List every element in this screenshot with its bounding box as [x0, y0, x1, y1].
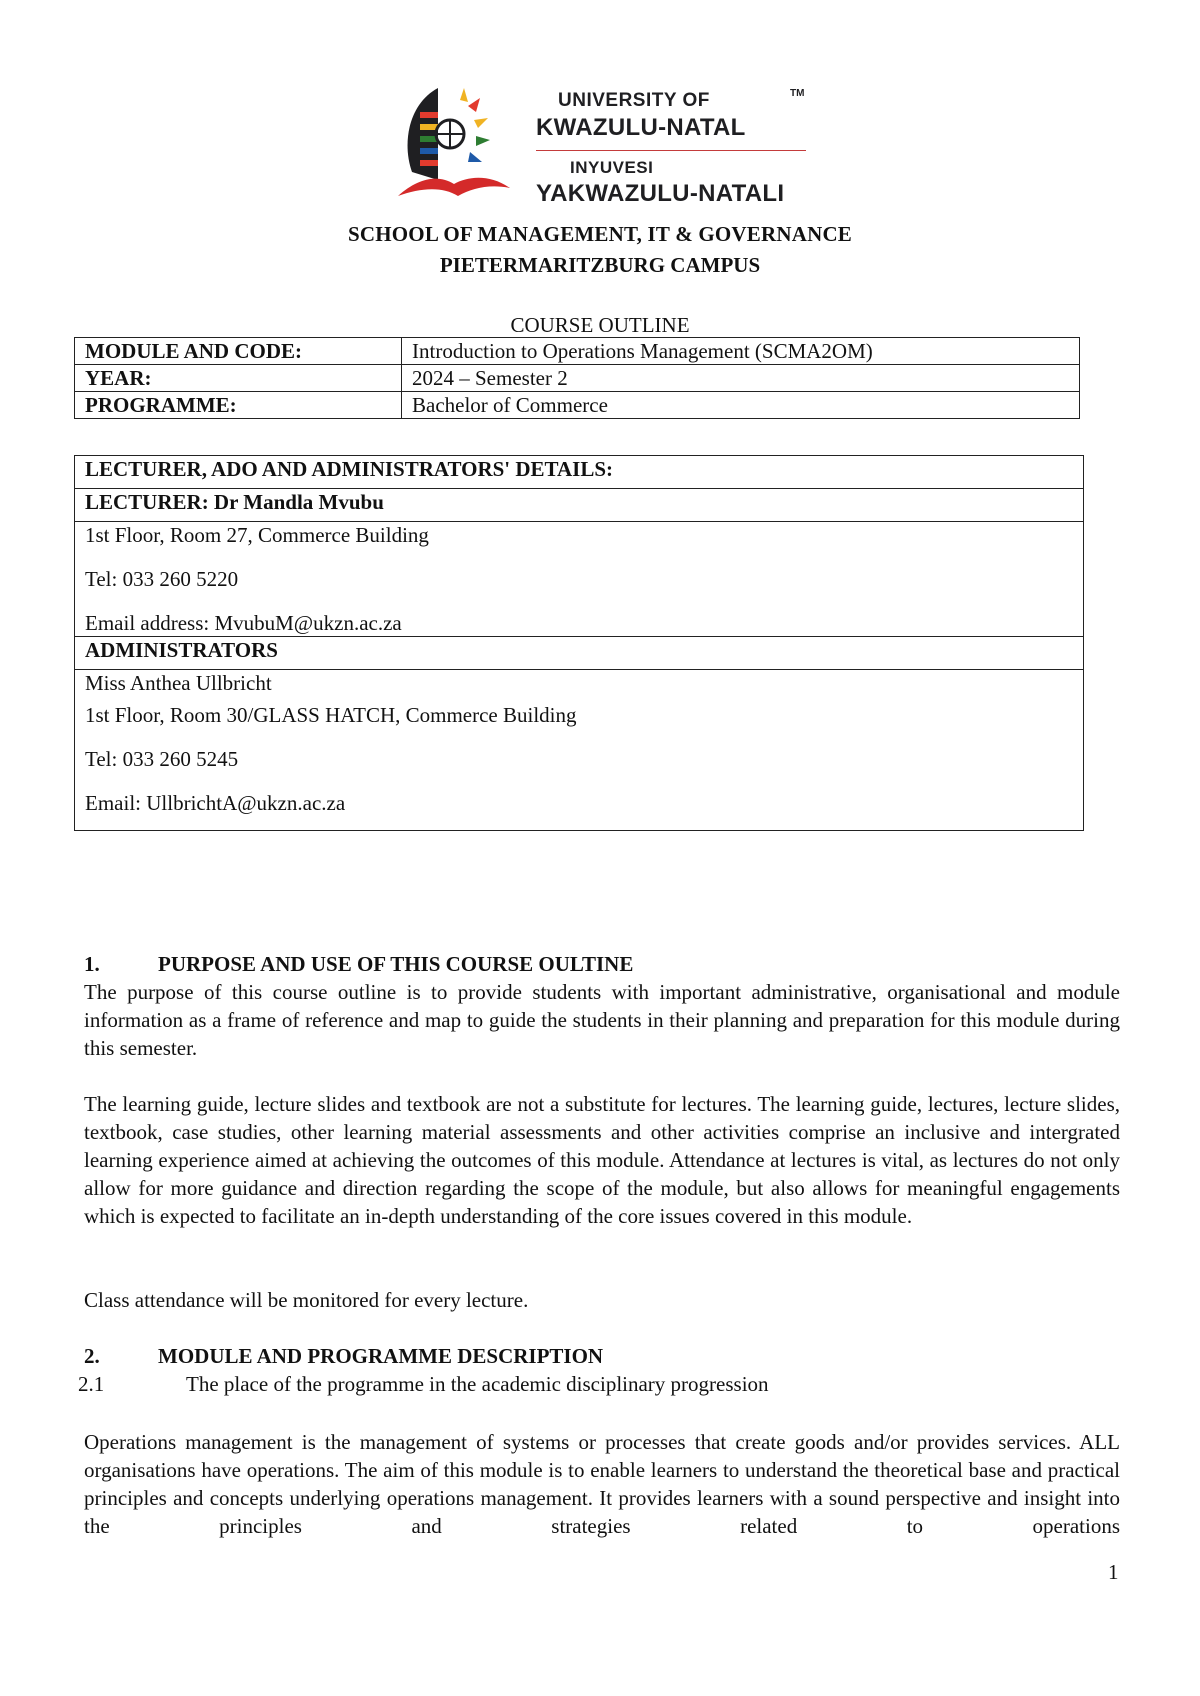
subsection-2-1	[78, 1372, 769, 1397]
table-row	[75, 338, 1080, 365]
logo-line-4: YAKWAZULU-NATALI	[536, 180, 785, 207]
section-2-heading	[84, 1344, 603, 1369]
trademark-mark: TM	[790, 88, 805, 99]
school-name: SCHOOL OF MANAGEMENT, IT & GOVERNANCE	[347, 222, 853, 246]
logo-line-1: UNIVERSITY OF	[558, 90, 710, 111]
lecturer-heading: LECTURER: Dr Mandla Mvubu	[75, 489, 1084, 522]
table-key: YEAR:	[75, 365, 402, 392]
section-2-paragraph-1: Operations management is the management of systems or processes that create goods and/or provides services. ALL organisations have operations. The aim of this module is to enable learners to understand the theoretical base and practical principles and concepts underlying operations management. It provides learners with a sound perspective and insight into the principles and strategies related to operations	[84, 1430, 1120, 1538]
section-1-paragraph-1: The purpose of this course outline is to provide students with important administrative, organisational and module information as a frame of reference and map to guide the students in their planning and preparation for this module during this semester.	[84, 980, 1120, 1060]
logo-divider	[536, 150, 806, 151]
university-logo	[398, 84, 818, 214]
campus-name: PIETERMARITZBURG CAMPUS	[439, 253, 761, 277]
subsection-number: 2.1	[78, 1372, 105, 1396]
contact-details-table	[74, 455, 1084, 831]
module-info-table	[74, 337, 1080, 419]
table-key: MODULE AND CODE:	[75, 338, 402, 365]
table-value: 2024 – Semester 2	[402, 365, 1080, 392]
document-title: COURSE OUTLINE	[510, 313, 690, 337]
page-number: 1	[1108, 1560, 1119, 1584]
admin-contact-block	[75, 670, 1084, 831]
admin-office: 1st Floor, Room 30/GLASS HATCH, Commerce Building	[85, 703, 577, 727]
table-key: PROGRAMME:	[75, 392, 402, 419]
section-title: MODULE AND PROGRAMME DESCRIPTION	[158, 1344, 604, 1368]
section-title: PURPOSE AND USE OF THIS COURSE OULTINE	[158, 952, 634, 976]
subsection-title: The place of the programme in the academic disciplinary progression	[186, 1372, 769, 1396]
section-number: 1.	[84, 952, 100, 976]
lecturer-office: 1st Floor, Room 27, Commerce Building	[85, 523, 429, 547]
ukzn-emblem-icon	[398, 84, 533, 214]
section-1-paragraph-3: Class attendance will be monitored for every lecture.	[84, 1288, 529, 1312]
table-value: Bachelor of Commerce	[402, 392, 1080, 419]
table-value: Introduction to Operations Management (SCMA2OM)	[402, 338, 1080, 365]
logo-line-2: KWAZULU-NATAL	[536, 114, 746, 141]
table-row	[75, 392, 1080, 419]
section-number: 2.	[84, 1344, 100, 1368]
lecturer-contact-block	[75, 522, 1084, 637]
admin-name: Miss Anthea Ullbricht	[85, 671, 272, 695]
lecturer-tel: Tel: 033 260 5220	[85, 567, 239, 591]
section-1-heading	[84, 952, 633, 977]
admin-tel: Tel: 033 260 5245	[85, 747, 239, 771]
table-row	[75, 365, 1080, 392]
lecturer-email: Email address: MvubuM@ukzn.ac.za	[85, 611, 402, 635]
section-1-paragraph-2: The learning guide, lecture slides and textbook are not a substitute for lectures. The learning guide, lectures, lecture slides, textbook, case studies, other learning material assessments and other activities comprise an inclusive and intergrated learning experience aimed at achieving the outcomes of this module. Attendance at lectures is vital, as lectures do not only allow for more guidance and direction regarding the scope of the module, but also allows for meaningful engagements which is expected to facilitate an in-depth understanding of the core issues covered in this module.	[84, 1092, 1120, 1228]
admin-email: Email: UllbrichtA@ukzn.ac.za	[85, 791, 346, 815]
admin-heading: ADMINISTRATORS	[75, 637, 1084, 670]
logo-line-3: INYUVESI	[570, 158, 654, 177]
details-heading: LECTURER, ADO AND ADMINISTRATORS' DETAILS:	[75, 456, 1084, 489]
